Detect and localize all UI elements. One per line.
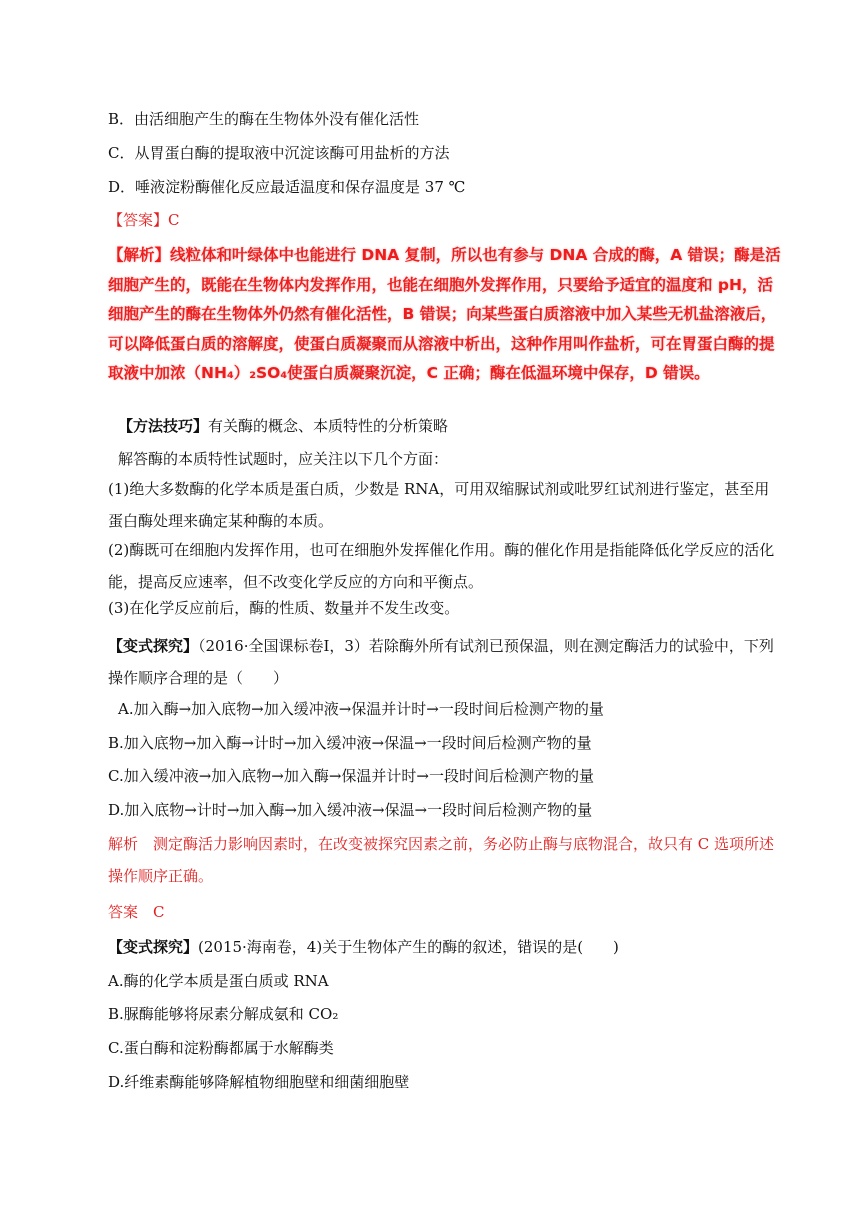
variant2-label: 【变式探究】 (108, 938, 199, 956)
variant1-option-a: A.加入酶→加入底物→加入缓冲液→保温并计时→一段时间后检测产物的量 (118, 700, 604, 718)
answer-label: 【答案】 (108, 211, 169, 229)
method-title: 有关酶的概念、本质特性的分析策略 (208, 417, 449, 435)
method-point-1: (1)绝大多数酶的化学本质是蛋白质，少数是 RNA，可用双缩脲试剂或吡罗红试剂进行鉴定，甚至用蛋白酶处理来确定某种酶的本质。 (108, 480, 770, 530)
variant1-option-d: D.加入底物→计时→加入酶→加入缓冲液→保温→一段时间后检测产物的量 (108, 801, 593, 819)
variant2-option-d: D.纤维素酶能够降解植物细胞壁和细菌细胞壁 (108, 1073, 410, 1091)
variant2-option-b: B.脲酶能够将尿素分解成氨和 CO₂ (108, 1005, 339, 1023)
variant2-question: (2015·海南卷，4)关于生物体产生的酶的叙述，错误的是( ) (198, 938, 619, 956)
variant1-question: （2016·全国课标卷Ⅰ，3）若除酶外所有试剂已预保温，则在测定酶活力的试验中，下列操作顺序合理的是（ ） (108, 637, 774, 687)
method-point-2: (2)酶既可在细胞内发挥作用，也可在细胞外发挥催化作用。酶的催化作用是指能降低化学反应的活化能，提高反应速率，但不改变化学反应的方向和平衡点。 (108, 541, 775, 591)
variant1-option-c: C.加入缓冲液→加入底物→加入酶→保温并计时→一段时间后检测产物的量 (108, 767, 594, 785)
variant2-option-a: A.酶的化学本质是蛋白质或 RNA (108, 972, 329, 990)
analysis-block: 【解析】线粒体和叶绿体中也能进行 DNA 复制，所以也有参与 DNA 合成的酶，A 错误；酶是活细胞产生的，既能在生物体内发挥作用，也能在细胞外发挥作用，只要给予适宜的温度和 pH，活细胞产生的酶在生物体外仍然有催化活性，B 错误；向某些蛋白质溶液中加入某些无机盐溶液后，可以降低蛋白质的溶解度，使蛋白质凝聚而从溶液中析出，这种作用叫作盐析，可在胃蛋白酶的提取液中加浓（NH₄）₂SO₄使蛋白质凝聚沉淀，C 正确；酶在低温环境中保存，D 错误。 (108, 246, 781, 382)
variant1-stem (108, 630, 784, 694)
method-intro: 解答酶的本质特性试题时，应关注以下几个方面： (118, 450, 449, 468)
method-heading (118, 416, 448, 436)
answer-line (108, 210, 180, 230)
answer-value: C (168, 211, 180, 229)
option-d: D．唾液淀粉酶催化反应最适温度和保存温度是 37 ℃ (108, 178, 466, 196)
option-c: C．从胃蛋白酶的提取液中沉淀该酶可用盐析的方法 (108, 144, 450, 162)
option-b: B．由活细胞产生的酶在生物体外没有催化活性 (108, 110, 420, 128)
variant2-option-c: C.蛋白酶和淀粉酶都属于水解酶类 (108, 1039, 334, 1057)
variant1-label: 【变式探究】 (108, 637, 199, 655)
variant2-stem (108, 937, 619, 957)
variant1-analysis: 解析 测定酶活力影响因素时，在改变被探究因素之前，务必防止酶与底物混合，故只有 C 选项所述操作顺序正确。 (108, 835, 775, 885)
method-point-3: (3)在化学反应前后，酶的性质、数量并不发生改变。 (108, 599, 460, 617)
variant1-option-b: B.加入底物→加入酶→计时→加入缓冲液→保温→一段时间后检测产物的量 (108, 734, 592, 752)
variant1-answer: 答案 C (108, 903, 165, 921)
method-label: 【方法技巧】 (118, 417, 209, 435)
